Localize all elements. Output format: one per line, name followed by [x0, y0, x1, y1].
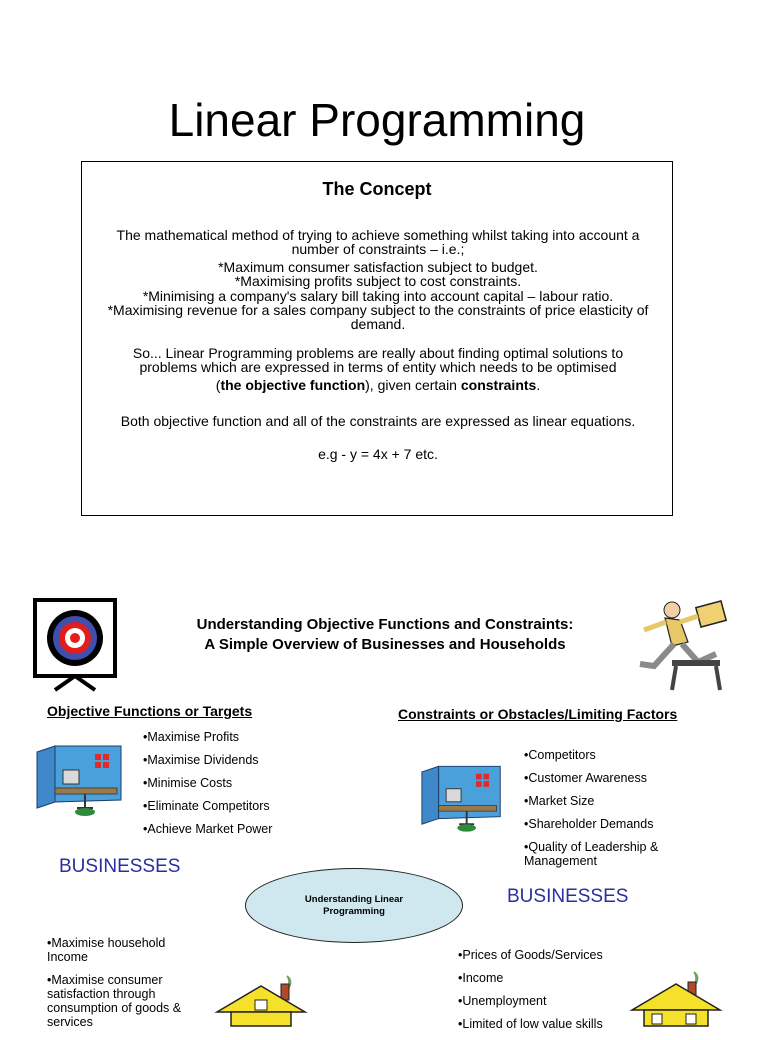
period: . [536, 377, 541, 393]
target-icon [33, 598, 117, 692]
concept-box [81, 161, 673, 516]
list-item: •Maximise Profits [143, 730, 240, 744]
list-item: •Shareholder Demands [524, 817, 654, 831]
list-item: •Achieve Market Power [143, 822, 273, 836]
list-item: •Eliminate Competitors [143, 799, 270, 813]
so-line-mid: ), given certain [365, 377, 461, 393]
concept-heading: The Concept [322, 179, 432, 199]
list-item: •Prices of Goods/Services [458, 948, 603, 962]
list-item: •Market Size [524, 794, 595, 808]
constraints-heading: Constraints or Obstacles/Limiting Factors [398, 706, 678, 722]
center-oval [245, 868, 463, 943]
household-objectives-list [47, 936, 197, 1038]
list-item: •Minimise Costs [143, 776, 233, 790]
list-item: •Limited of low value skills [458, 1017, 603, 1031]
house-icon [215, 972, 307, 1024]
constraints-term: constraints [460, 377, 537, 393]
business-objectives-list [143, 730, 343, 845]
businesses-label: BUSINESSES [507, 886, 629, 907]
concept-intro-line-2: number of constraints – i.e.; [291, 241, 465, 257]
running-businessman-icon [632, 594, 732, 694]
office-cubicle-icon [35, 742, 125, 820]
household-constraints-list [458, 948, 618, 1040]
center-oval-label: Understanding Linear Programming [304, 893, 404, 917]
list-item: •Competitors [524, 748, 596, 762]
list-item: •Income [458, 971, 504, 985]
objective-function-term: the objective function [220, 377, 366, 393]
concept-so-line-3 [86, 378, 670, 393]
concept-example: demand. [350, 316, 406, 332]
list-item: •Unemployment [458, 994, 547, 1008]
overview-title-line-2: A Simple Overview of Businesses and Households [204, 636, 566, 653]
overview-title-line-1: Understanding Objective Functions and Constraints: [196, 616, 574, 633]
office-cubicle-icon [420, 762, 504, 836]
objectives-heading: Objective Functions or Targets [47, 703, 253, 719]
list-item: •Maximise Dividends [143, 753, 259, 767]
concept-example: *Maximising profits subject to cost constraints. [234, 273, 522, 289]
list-item: •Customer Awareness [524, 771, 647, 785]
overview-title [150, 615, 620, 655]
concept-example: *Maximum consumer satisfaction subject to budget. [218, 259, 538, 275]
page-title: Linear Programming [168, 94, 586, 146]
concept-example-equation: e.g - y = 4x + 7 etc. [318, 446, 438, 462]
list-item: •Quality of Leadership & Management [524, 840, 659, 868]
business-constraints-list [524, 748, 684, 877]
businesses-label: BUSINESSES [59, 856, 181, 877]
list-item: •Maximise household Income [47, 936, 166, 964]
concept-intro-line-1: The mathematical method of trying to achieve something whilst taking into account a [116, 227, 640, 243]
concept-linear-note: Both objective function and all of the constraints are expressed as linear equations. [120, 413, 636, 429]
paren-open: ( [215, 377, 221, 393]
concept-example: *Maximising revenue for a sales company subject to the constraints of price elasticity of [107, 302, 649, 318]
concept-example: *Minimising a company's salary bill taking into account capital – labour ratio. [142, 288, 614, 304]
house-icon [630, 970, 722, 1024]
concept-so-line-1: So... Linear Programming problems are really about finding optimal solutions to [132, 345, 624, 361]
concept-so-line-2: problems which are expressed in terms of entity which needs to be optimised [139, 359, 617, 375]
list-item: •Maximise consumer satisfaction through consumption of goods & services [47, 973, 182, 1029]
